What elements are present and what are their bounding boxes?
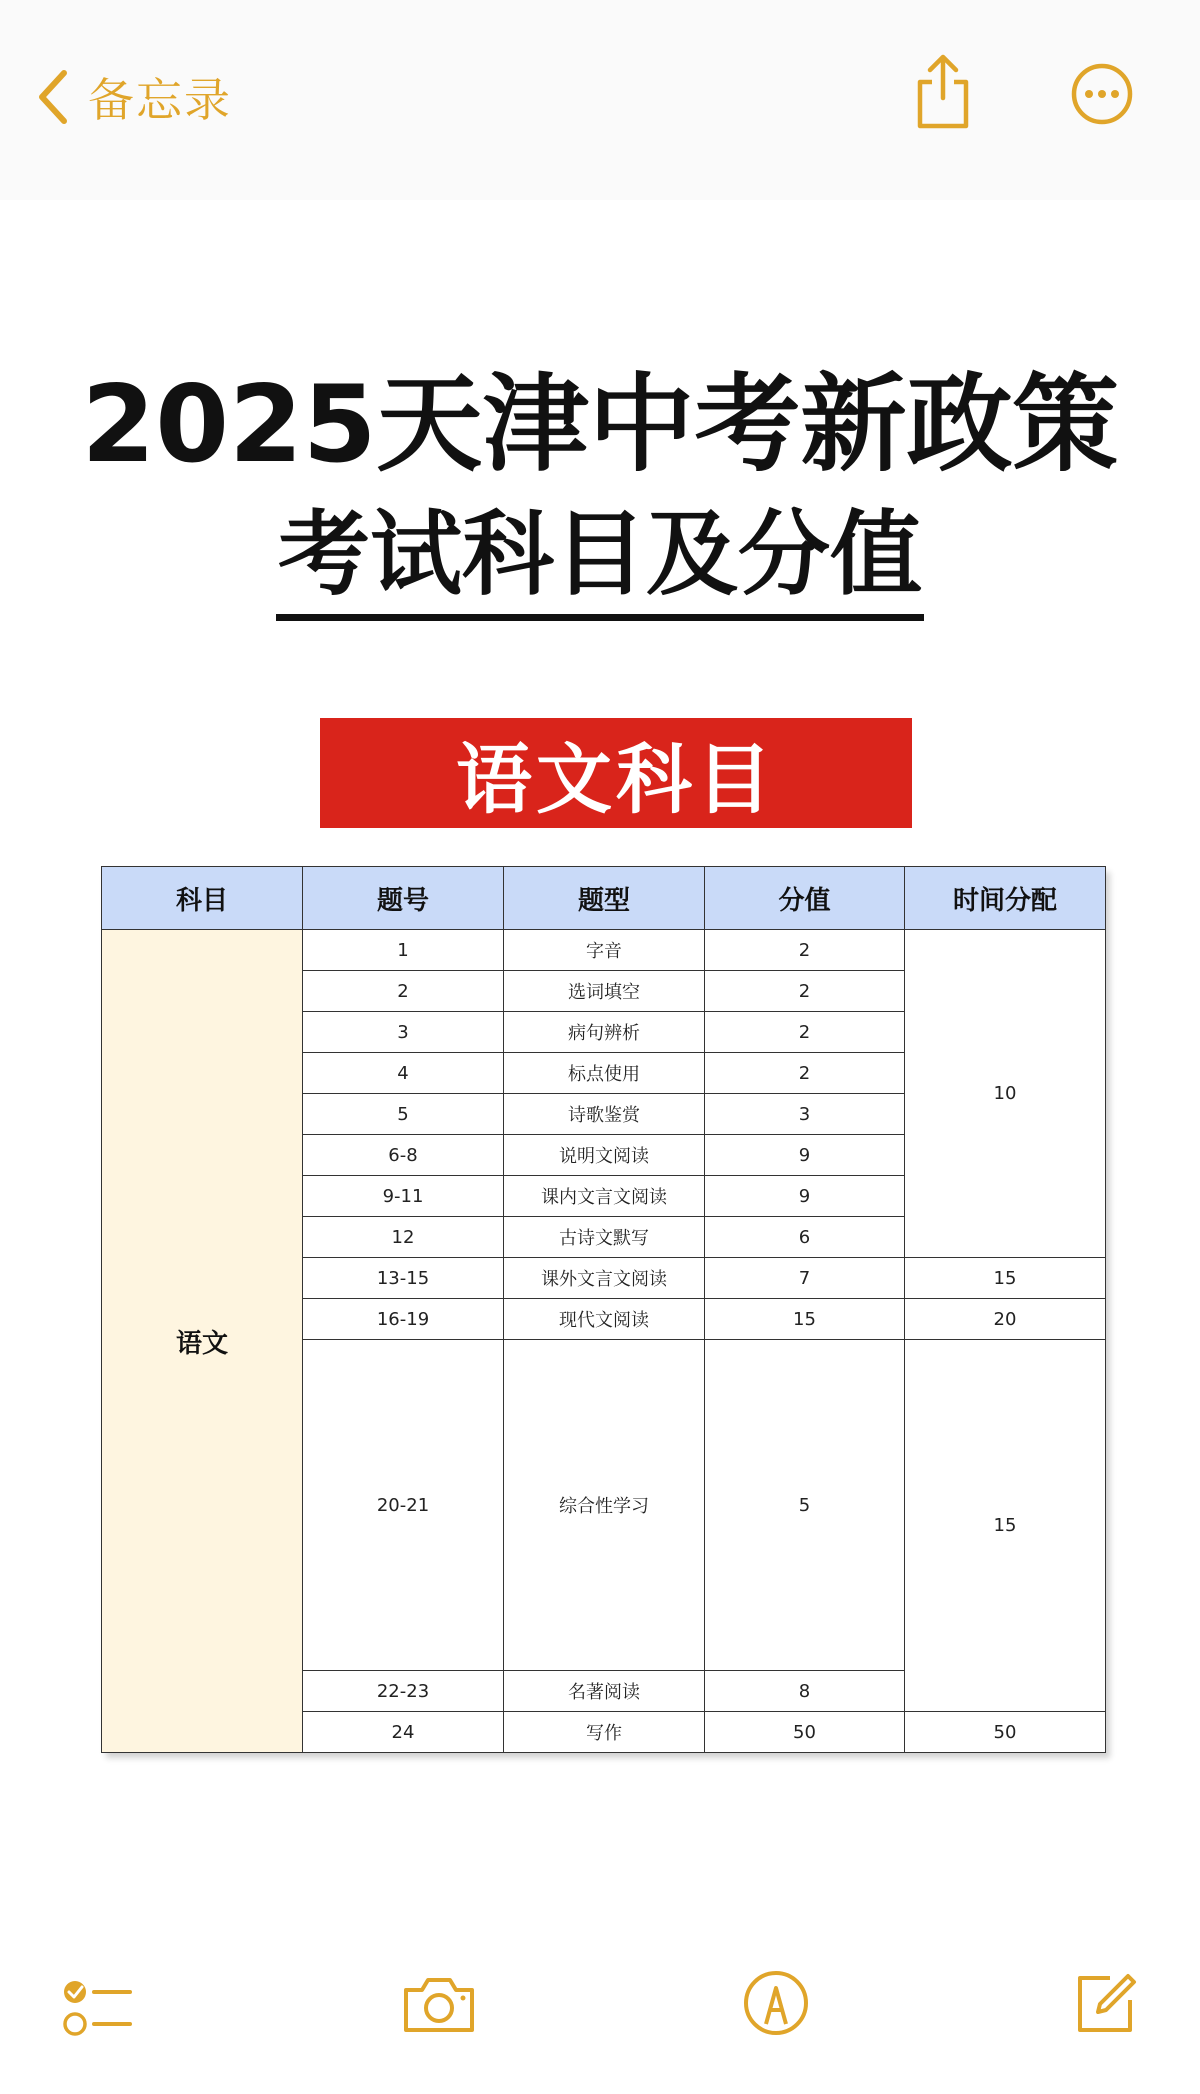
bottom-toolbar <box>0 1950 1200 2094</box>
score-cell: 2 <box>705 1053 905 1094</box>
camera-button[interactable] <box>400 1972 478 2040</box>
question-type-cell: 选词填空 <box>504 971 705 1012</box>
question-number-cell: 1 <box>303 930 504 971</box>
header-question-number: 题号 <box>303 867 504 930</box>
compose-button[interactable] <box>1070 1968 1140 2042</box>
question-number-cell: 22-23 <box>303 1671 504 1712</box>
question-number-cell: 5 <box>303 1094 504 1135</box>
ellipsis-circle-icon <box>1070 62 1134 126</box>
question-number-cell: 16-19 <box>303 1299 504 1340</box>
note-subtitle: 考试科目及分值 <box>276 500 924 621</box>
question-type-cell: 写作 <box>504 1712 705 1753</box>
question-number-cell: 4 <box>303 1053 504 1094</box>
checklist-icon <box>62 1976 134 2040</box>
question-number-cell: 13-15 <box>303 1258 504 1299</box>
question-type-cell: 课外文言文阅读 <box>504 1258 705 1299</box>
checklist-button[interactable] <box>62 1976 134 2044</box>
markup-button[interactable] <box>741 1968 811 2042</box>
more-button[interactable] <box>1070 62 1134 126</box>
score-cell: 8 <box>705 1671 905 1712</box>
back-button[interactable] <box>36 62 232 132</box>
question-number-cell: 12 <box>303 1217 504 1258</box>
note-title: 2025天津中考新政策 <box>81 363 1119 486</box>
back-label: 备忘录 <box>88 73 232 127</box>
question-type-cell: 课内文言文阅读 <box>504 1176 705 1217</box>
score-cell: 7 <box>705 1258 905 1299</box>
time-cell: 15 <box>905 1258 1106 1299</box>
question-number-cell: 20-21 <box>303 1340 504 1671</box>
pen-markup-icon <box>741 1968 811 2038</box>
question-type-cell: 标点使用 <box>504 1053 705 1094</box>
score-cell: 50 <box>705 1712 905 1753</box>
time-cell: 10 <box>905 930 1106 1258</box>
score-cell: 6 <box>705 1217 905 1258</box>
question-type-cell: 字音 <box>504 930 705 971</box>
share-button[interactable] <box>912 52 974 132</box>
score-table <box>101 866 1105 1752</box>
question-number-cell: 6-8 <box>303 1135 504 1176</box>
score-cell: 2 <box>705 930 905 971</box>
table-header-row <box>102 867 1106 930</box>
table-row <box>102 930 1106 971</box>
header-score: 分值 <box>705 867 905 930</box>
subject-banner: 语文科目 <box>320 718 912 828</box>
header-subject: 科目 <box>102 867 303 930</box>
score-cell: 2 <box>705 1012 905 1053</box>
time-cell: 20 <box>905 1299 1106 1340</box>
question-number-cell: 24 <box>303 1712 504 1753</box>
navigation-bar <box>0 0 1200 200</box>
question-type-cell: 诗歌鉴赏 <box>504 1094 705 1135</box>
question-number-cell: 3 <box>303 1012 504 1053</box>
time-cell: 50 <box>905 1712 1106 1753</box>
question-type-cell: 现代文阅读 <box>504 1299 705 1340</box>
score-cell: 5 <box>705 1340 905 1671</box>
question-type-cell: 病句辨析 <box>504 1012 705 1053</box>
header-question-type: 题型 <box>504 867 705 930</box>
score-cell: 15 <box>705 1299 905 1340</box>
score-cell: 3 <box>705 1094 905 1135</box>
compose-icon <box>1070 1968 1140 2038</box>
score-cell: 9 <box>705 1176 905 1217</box>
header-time-allocation: 时间分配 <box>905 867 1106 930</box>
share-icon <box>912 52 974 132</box>
question-type-cell: 综合性学习 <box>504 1340 705 1671</box>
subject-cell: 语文 <box>102 930 303 1753</box>
camera-icon <box>400 1972 478 2036</box>
chevron-left-icon <box>36 68 70 126</box>
question-type-cell: 古诗文默写 <box>504 1217 705 1258</box>
question-type-cell: 名著阅读 <box>504 1671 705 1712</box>
score-cell: 2 <box>705 971 905 1012</box>
score-cell: 9 <box>705 1135 905 1176</box>
question-type-cell: 说明文阅读 <box>504 1135 705 1176</box>
question-number-cell: 9-11 <box>303 1176 504 1217</box>
time-cell: 15 <box>905 1340 1106 1712</box>
question-number-cell: 2 <box>303 971 504 1012</box>
